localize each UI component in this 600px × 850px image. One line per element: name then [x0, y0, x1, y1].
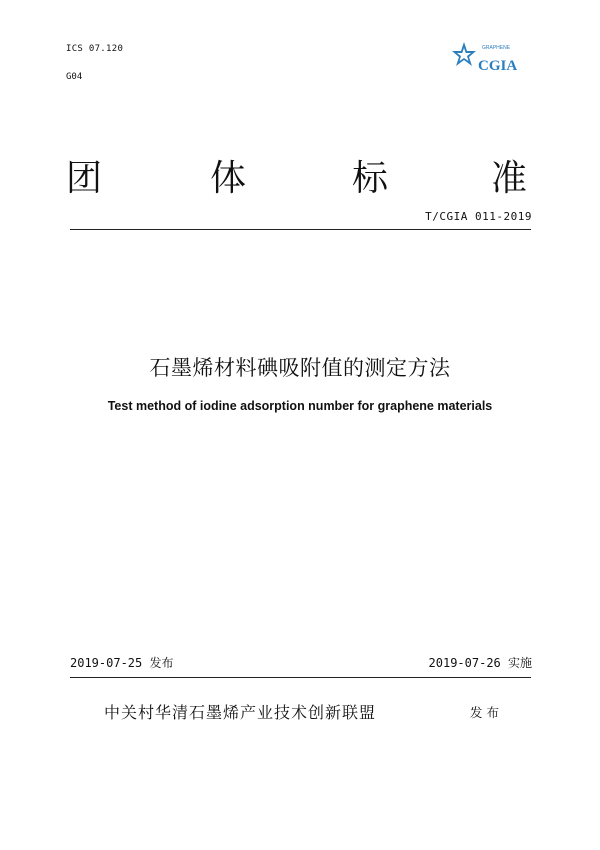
logo-text: CGIA	[478, 58, 518, 74]
cgia-logo	[452, 40, 536, 86]
standard-number: T/CGIA 011-2019	[425, 210, 532, 223]
document-type-char: 准	[491, 158, 528, 199]
publisher-name: 中关村华清石墨烯产业技术创新联盟	[104, 703, 377, 722]
logo-small-text: GRAPHENE	[482, 45, 511, 51]
document-type-title	[66, 150, 531, 199]
document-type-char: 团	[66, 158, 103, 199]
issue-date: 2019-07-25 发布	[70, 656, 174, 670]
ics-code: ICS 07.120	[66, 44, 124, 54]
document-type-char: 体	[210, 158, 247, 199]
footer-divider	[70, 677, 531, 678]
implementation-date: 2019-07-26 实施	[428, 656, 532, 670]
classification-code: G04	[66, 72, 83, 82]
header-divider	[70, 229, 531, 230]
english-title: Test method of iodine adsorption number for graphene materials	[107, 399, 493, 413]
chinese-title: 石墨烯材料碘吸附值的测定方法	[149, 356, 451, 380]
document-type-char: 标	[352, 158, 389, 199]
publish-label: 发布	[470, 705, 504, 720]
